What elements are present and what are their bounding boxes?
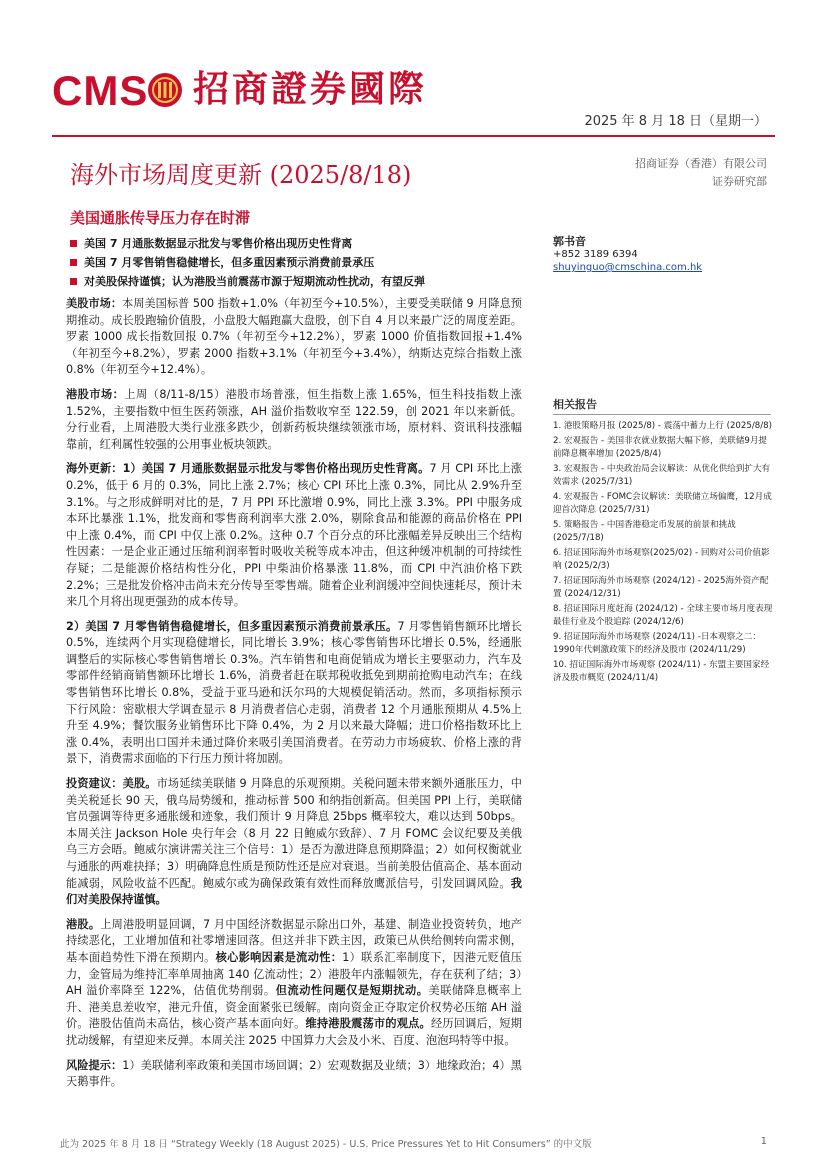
- related-report-item[interactable]: 10. 招证国际海外市场观察 (2024/11) - 东盟主要国家经济及股市概览 (2024/11/4): [553, 660, 770, 683]
- hk-advice-label: 港股。: [66, 917, 101, 931]
- hk-advice-paragraph: [66, 917, 522, 1050]
- investment-advice-conclusion: 我们对美股保持谨慎。: [66, 876, 522, 907]
- author-email-link[interactable]: shuyinguo@cmschina.com.hk: [553, 262, 703, 273]
- related-report-item[interactable]: 9. 招证国际海外市场观察 (2024/11) -日本观察之二：1990年代刺激政策下的经济及股市 (2024/11/29): [553, 632, 761, 655]
- hk-advice-text: 上周港股明显回调，7 月中国经济数据显示除出口外，基建、制造业投资转负，地产持续恶化，工业增加值和社零增速回落。但这并非下跌主因，政策已从供给侧转向需求侧，基本面趋势性下滑在预期内。: [66, 917, 522, 964]
- key-points: [70, 234, 550, 291]
- related-report-item[interactable]: 8. 招证国际月度赶海 (2024/12) - 全球主要市场月度表现最佳行业及个股追踪 (2024/12/6): [553, 604, 773, 627]
- investment-advice-text: 市场延续美联储 9 月降息的乐观预期。关税问题未带来额外通胀压力，中美关税延长 90 天，俄乌局势缓和，推动标普 500 和纳指创新高。但美国 PPI 上行，美联储官员强调等待更多通胀缓和迹象，我们预计 9 月降息 25bps 概率较大，难以达到 50bps。本周关注 Jackson Hole 央行年会（8 月 22 日鲍威尔致辞）、7 月 FOMC 会议纪要及美俄乌三方会晤。鲍威尔演讲需关注三个信号：1）是否为激进降息预期降温；2）如何权衡就业与通胀的两难抉择；3）明确降息性质是预防性还是应对衰退。当前美股估值高企、基本面动能减弱，风险收益不匹配。鲍威尔或为确保政策有效性而释放鹰派信号，引发回调风险。: [66, 777, 522, 890]
- main-body: [66, 296, 522, 1099]
- related-reports-divider: [553, 414, 771, 415]
- hk-market-label: 港股市场：: [66, 387, 125, 401]
- author-block: [553, 235, 763, 274]
- us-market-text: 本周美国标普 500 指数+1.0%（年初至今+10.5%），主要受美联储 9 月降息预期推动。成长股跑输价值股，小盘股大幅跑赢大盘股，创下自 4 月以来最广泛的周度差距。罗素 1000 成长指数回报 0.7%（年初至今+12.2%），罗素 1000 价值指数回报+1.4%（年初至今+8.2%），罗素 2000 指数+3.1%（年初至今+3.4%），纳斯达克综合指数上涨 0.8%（年初至今+12.4%）。: [66, 297, 522, 377]
- logo-chinese-name: 招商證券國際: [193, 68, 428, 110]
- retail-sales-text: 7 月零售销售额环比增长 0.5%，连续两个月实现稳健增长，同比增长 3.9%；核心零售销售环比增长 0.5%，经通胀调整后的实际核心零售销售增长 0.3%。汽车销售和电商促销成为增长主要驱动力，汽车及零部件经销商销售额环比增长 1.6%，消费者赶在联邦税收抵免到期前抢购电动汽车；在线零售销售环比增长 0.8%，受益于亚马逊和沃尔玛的大规模促销活动。然而，多项指标预示下行风险：密歇根大学调查显示 8 月消费者信心走弱，消费者 12 个月通胀预期从 4.5%上升至 4.9%；餐饮服务业销售环比下降 0.4%，为 2 月以来最大降幅；进口价格指数环比上涨 0.4%，表明出口国并未通过降价来吸引美国消费者。在劳动力市场疲软、价格上涨的背景下，消费需求面临的下行压力预计将加剧。: [66, 619, 522, 766]
- retail-sales-label: 2）美国 7 月零售销售稳健增长，但多重因素预示消费前景承压。: [66, 619, 398, 633]
- investment-advice-label: 投资建议：美股。: [66, 777, 157, 791]
- related-report-item[interactable]: 3. 宏观报告 - 中央政治局会议解读：从优化供给到扩大有效需求 (2025/7/31): [553, 464, 771, 487]
- header-divider: [52, 135, 775, 137]
- risk-text: 1）美联储利率政策和美国市场回调；2）宏观数据及业绩；3）地缘政治；4）黑天鹅事件。: [66, 1058, 522, 1089]
- related-report-item[interactable]: 7. 招证国际海外市场观察 (2024/12) - 2025海外资产配置 (2024/12/31): [553, 576, 769, 599]
- key-point: 美国 7 月零售销售稳健增长，但多重因素预示消费前景承压: [70, 253, 550, 272]
- us-market-paragraph: [66, 296, 522, 379]
- overseas-update-paragraph: [66, 461, 522, 610]
- key-point: 美国 7 月通胀数据显示批发与零售价格出现历史性背离: [70, 234, 550, 253]
- logo-cms: CMS: [52, 67, 149, 114]
- overseas-update-text: 7 月 CPI 环比上涨 0.2%，低于 6 月的 0.3%，同比上涨 2.7%；核心 CPI 环比上涨 0.3%，同比从 2.9%升至 3.1%。与之形成鲜明对比的是，7 月 PPI 环比激增 0.9%，同比上涨 3.3%。PPI 中服务成本环比暴涨 1.1%，批发商和零售商利润率大涨 2.0%，剔除食品和能源的商品价格在 PPI 中上涨 0.4%，而 CPI 中仅上涨 0.2%。这种 0.7 个百分点的环比涨幅差异反映出三个结构性因素：一是企业正通过压缩利润率暂时吸收关税等成本冲击，但这种缓冲机制的可持续性存疑；二是能源价格结构性分化，PPI 中柴油价格暴涨 11.8%，而 CPI 中汽油价格下跌 2.2%；三是批发价格冲击尚未充分传导至零售端。随着企业利润缓冲空间快速耗尽，预计未来几个月将出现更强劲的成本传导。: [66, 462, 522, 609]
- page-title: 海外市场周度更新 (2025/8/18): [70, 161, 412, 189]
- hk-advice-emphasis: 但流动性问题仅是短期扰动。: [275, 984, 429, 998]
- report-date: 2025 年 8 月 18 日（星期一）: [584, 114, 767, 129]
- related-report-item[interactable]: 1. 港股策略月报 (2025/8) - 震荡中蓄力上行 (2025/8/8): [553, 421, 772, 431]
- hk-advice-text: 美联储降息概率上升、港美息差收窄，港元升值，资金面紧张已缓解。南向资金正夺取定价权势必压缩 AH 溢价。港股估值尚未高估，核心资产基本面向好。: [66, 984, 522, 1031]
- related-report-item[interactable]: 6. 招证国际海外市场观察(2025/02) - 回购对公司价值影响 (2025/2/3): [553, 548, 770, 571]
- investment-advice-paragraph: [66, 776, 522, 909]
- overseas-update-label: 海外更新：1）美国 7 月通胀数据显示批发与零售价格出现历史性背离。: [66, 462, 430, 476]
- org-info: [635, 155, 767, 191]
- logo-mark-icon: [147, 72, 183, 108]
- hk-advice-text: 1）联系汇率制度下，因港元贬值压力，金管局为维持汇率单周抽离 140 亿流动性；2）港股年内涨幅领先，存在获利了结；3）AH 溢价率降至 122%，估值优势削弱。: [66, 950, 522, 998]
- risk-paragraph: [66, 1058, 522, 1091]
- footer-note: 此为 2025 年 8 月 18 日 “Strategy Weekly (18 August 2025) - U.S. Price Pressures Yet to Hit Consumers” 的中文版: [60, 1139, 592, 1150]
- hk-advice-emphasis: 维持港股震荡市的观点。: [305, 1017, 431, 1031]
- author-name: 郭书音: [553, 235, 586, 248]
- org-name: 招商证券（香港）有限公司: [635, 157, 767, 170]
- key-point: 对美股保持谨慎；认为港股当前震荡市源于短期流动性扰动，有望反弹: [70, 272, 550, 291]
- retail-sales-paragraph: [66, 619, 522, 768]
- related-reports-title: 相关报告: [553, 398, 597, 411]
- risk-label: 风险提示：: [66, 1058, 123, 1072]
- hk-advice-emphasis: 核心影响因素是流动性：: [215, 950, 343, 964]
- related-report-item[interactable]: 4. 宏观报告 - FOMC会议解读：美联储立场偏鹰，12月成迎首次降息 (2025/7/31): [553, 492, 772, 515]
- hk-advice-text: 经历回调后，短期扰动缓解，有望迎来反弹。本周关注 2025 中国算力大会及小米、百度、泡泡玛特等中报。: [66, 1017, 522, 1047]
- us-market-label: 美股市场：: [66, 297, 123, 310]
- related-report-item[interactable]: 5. 策略报告 - 中国香港稳定币发展的前景和挑战 (2025/7/18): [553, 520, 736, 543]
- related-reports-list: [553, 420, 775, 687]
- page-number: 1: [760, 1136, 767, 1147]
- hk-market-paragraph: [66, 387, 522, 453]
- org-department: 证券研究部: [712, 175, 767, 188]
- report-subtitle: 美国通胀传导压力存在时滞: [70, 209, 251, 227]
- author-phone: +852 3189 6394: [553, 249, 638, 260]
- related-report-item[interactable]: 2. 宏观报告 - 美国非农就业数据大幅下修，美联储9月提前降息概率增加 (2025/8/4): [553, 436, 768, 459]
- hk-market-text: 上周（8/11-8/15）港股市场普涨，恒生指数上涨 1.65%，恒生科技指数上涨 1.52%，主要指数中恒生医药领涨，AH 溢价指数收窄至 122.59，创 2021 年以来新低。分行业看，上周港股大类行业涨多跌少，创新药板块继续领涨市场，原材料、资讯科技涨幅靠前，红利属性较强的公用事业板块领跌。: [66, 387, 522, 451]
